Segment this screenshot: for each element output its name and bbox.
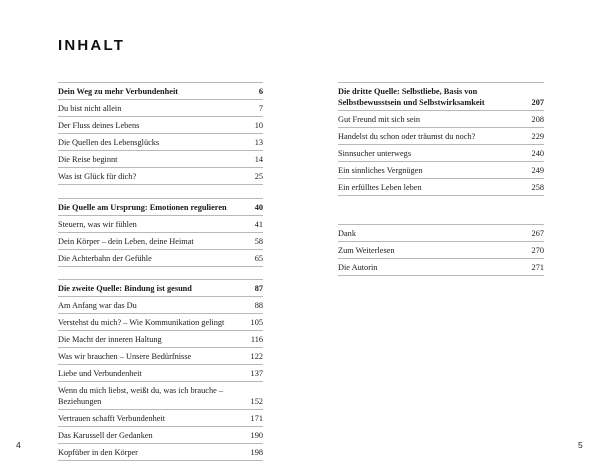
toc-section-heading[interactable]	[58, 279, 263, 296]
toc-entry-page: 240	[531, 149, 544, 158]
toc-entry-title: Du bist nicht allein	[58, 104, 122, 113]
toc-entry-title: Dank	[338, 229, 356, 238]
toc-entry[interactable]	[58, 133, 263, 150]
toc-entry-title: Die Reise beginnt	[58, 155, 118, 164]
toc-entry-page: 122	[250, 352, 263, 361]
toc-entry-page: 258	[531, 183, 544, 192]
toc-entry-title: Kopfüber in den Körper	[58, 448, 138, 457]
toc-section-heading[interactable]	[338, 82, 544, 110]
toc-entry-page: 198	[250, 448, 263, 457]
toc-entry[interactable]	[58, 426, 263, 443]
toc-entry-title: Ein sinnliches Vergnügen	[338, 166, 423, 175]
toc-entry-title: Vertrauen schafft Verbundenheit	[58, 414, 166, 423]
toc-entry[interactable]	[338, 144, 544, 161]
toc-entry-page: 105	[250, 318, 263, 327]
toc-entry-title: Die zweite Quelle: Bindung ist gesund	[58, 284, 192, 293]
toc-entry-title: Steuern, was wir fühlen	[58, 219, 137, 229]
toc-entry-page: 171	[250, 414, 263, 423]
toc-entry-page: 116	[250, 335, 263, 344]
toc-entry[interactable]	[58, 443, 263, 461]
toc-entry[interactable]	[58, 381, 263, 409]
toc-entry[interactable]	[58, 232, 263, 249]
toc-entry-title: Am Anfang war das Du	[58, 301, 137, 310]
toc-entry-title: Was wir brauchen – Unsere Bedürfnisse	[58, 352, 192, 361]
toc-left-column	[58, 82, 263, 461]
toc-entry-title: Dein Körper – dein Leben, deine Heimat	[58, 236, 194, 246]
toc-entry-page: 190	[250, 431, 263, 440]
toc-entry-title: Die Quelle am Ursprung: Emotionen regulieren	[58, 202, 227, 212]
page-title: INHALT	[58, 37, 126, 54]
toc-entry-page: 267	[531, 229, 544, 238]
page-number-left: 4	[16, 440, 21, 450]
toc-section-heading[interactable]	[58, 82, 263, 99]
toc-entry-title: Die Macht der inneren Haltung	[58, 335, 162, 344]
section-spacer	[58, 267, 263, 280]
toc-entry-page: 10	[254, 121, 263, 130]
toc-entry-page: 271	[531, 263, 544, 272]
toc-entry-title: Gut Freund mit sich sein	[338, 115, 421, 124]
toc-entry[interactable]	[58, 249, 263, 267]
toc-entry-page: 152	[250, 397, 263, 406]
toc-entry[interactable]	[58, 296, 263, 313]
toc-entry[interactable]	[338, 224, 544, 241]
toc-entry-title: Dein Weg zu mehr Verbundenheit	[58, 87, 179, 96]
toc-entry[interactable]	[58, 409, 263, 426]
toc-entry-page: 65	[254, 253, 263, 263]
toc-entry[interactable]	[58, 215, 263, 232]
toc-entry-title: Handelst du schon oder träumst du noch?	[338, 132, 476, 141]
toc-entry-title: Die Autorin	[338, 263, 378, 272]
toc-entry-page: 208	[531, 115, 544, 124]
toc-entry-page: 6	[258, 87, 263, 96]
toc-entry-title: Das Karussell der Gedanken	[58, 431, 153, 440]
toc-entry-page: 249	[531, 166, 544, 175]
page-number-right: 5	[578, 440, 583, 450]
toc-entry-title: Ein erfülltes Leben leben	[338, 183, 422, 192]
toc-entry-page: 40	[254, 202, 263, 212]
toc-entry[interactable]	[338, 110, 544, 127]
toc-entry-page: 88	[254, 301, 263, 310]
toc-entry-title: Zum Weiterlesen	[338, 246, 395, 255]
toc-entry[interactable]	[58, 364, 263, 381]
toc-section-heading[interactable]	[58, 198, 263, 215]
toc-entry-title: Verstehst du mich? – Wie Kommunikation gelingt	[58, 318, 225, 327]
toc-entry[interactable]	[58, 99, 263, 116]
toc-entry-title: Der Fluss deines Lebens	[58, 121, 140, 130]
toc-entry-page: 13	[254, 138, 263, 147]
toc-entry-page: 87	[254, 284, 263, 293]
toc-entry[interactable]	[338, 178, 544, 196]
toc-entry-title: Die Quellen des Lebensglücks	[58, 138, 160, 147]
toc-entry-page: 7	[258, 104, 263, 113]
toc-entry[interactable]	[338, 258, 544, 276]
toc-entry-title: Sinnsucher unterwegs	[338, 149, 412, 158]
toc-entry[interactable]	[338, 161, 544, 178]
toc-entry-title: Liebe und Verbundenheit	[58, 369, 142, 378]
section-spacer	[338, 196, 544, 224]
toc-entry-title: Was ist Glück für dich?	[58, 172, 137, 181]
toc-entry[interactable]	[58, 116, 263, 133]
toc-entry-title: Wenn du mich liebst, weißt du, was ich brauche – Beziehungen	[58, 386, 223, 406]
toc-entry[interactable]	[58, 150, 263, 167]
toc-entry-page: 229	[531, 132, 544, 141]
toc-right-column	[338, 82, 544, 276]
toc-entry[interactable]	[58, 347, 263, 364]
toc-entry-page: 41	[254, 219, 263, 229]
toc-entry-title: Die Achterbahn der Gefühle	[58, 253, 152, 263]
toc-entry-page: 58	[254, 236, 263, 246]
toc-entry-page: 25	[254, 172, 263, 181]
toc-entry[interactable]	[58, 313, 263, 330]
toc-entry[interactable]	[338, 241, 544, 258]
section-spacer	[58, 185, 263, 198]
toc-entry-page: 14	[254, 155, 263, 164]
toc-entry[interactable]	[58, 167, 263, 185]
toc-entry-page: 137	[250, 369, 263, 378]
toc-entry-title: Die dritte Quelle: Selbstliebe, Basis von Selbstbewusstsein und Selbstwirksamkeit	[338, 87, 485, 107]
toc-entry-page: 270	[531, 246, 544, 255]
toc-entry[interactable]	[338, 127, 544, 144]
toc-entry-page: 207	[531, 98, 544, 107]
toc-entry[interactable]	[58, 330, 263, 347]
